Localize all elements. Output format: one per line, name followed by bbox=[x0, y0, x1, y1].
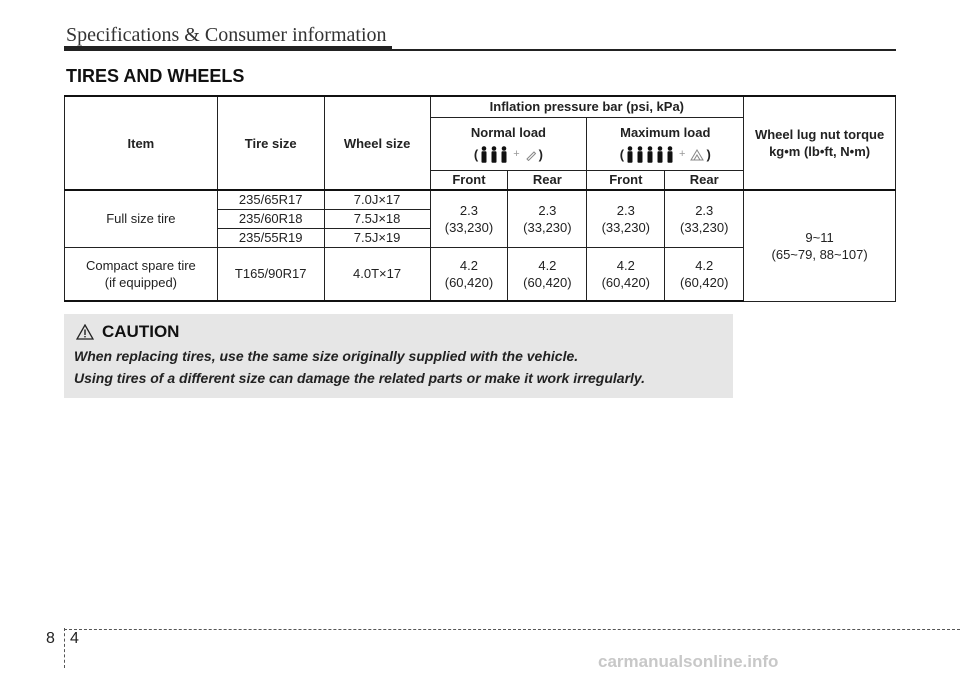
caution-text-line2: Using tires of a different size can damage the related parts or make it work irregularly. bbox=[74, 370, 646, 386]
pressure-bar: 2.3 bbox=[616, 202, 635, 218]
page-header-title: Specifications & Consumer information bbox=[66, 24, 387, 46]
person-icon bbox=[656, 146, 664, 163]
paren-close: ) bbox=[706, 147, 711, 163]
header-max-rear: Rear bbox=[665, 170, 744, 190]
page-number: 4 bbox=[70, 630, 79, 647]
compact-spare-line1: Compact spare tire bbox=[85, 257, 196, 273]
caution-heading bbox=[76, 322, 179, 342]
compact-spare-label bbox=[65, 247, 218, 301]
lug-nut-torque-value bbox=[744, 190, 896, 301]
tire-size-cell: T165/90R17 bbox=[217, 247, 324, 301]
section-title: TIRES AND WHEELS bbox=[66, 66, 245, 86]
spare-normal-rear bbox=[508, 247, 587, 301]
full-size-tire-label: Full size tire bbox=[65, 190, 218, 247]
pressure-bar: 4.2 bbox=[695, 257, 714, 273]
person-icon bbox=[500, 146, 508, 163]
tire-size-cell: 235/60R18 bbox=[217, 209, 324, 228]
caution-title: CAUTION bbox=[102, 322, 180, 341]
person-icon bbox=[636, 146, 644, 163]
pressure-psi-kpa: (60,420) bbox=[601, 274, 651, 290]
spare-normal-front bbox=[430, 247, 508, 301]
torque-kgm: 9~11 bbox=[805, 229, 834, 245]
person-icon bbox=[480, 146, 488, 163]
compact-spare-line2: (if equipped) bbox=[104, 274, 178, 290]
pressure-psi-kpa: (33,230) bbox=[601, 219, 651, 235]
paren-close: ) bbox=[538, 147, 543, 163]
header-item: Item bbox=[65, 96, 218, 190]
wheel-size-cell: 7.0J×17 bbox=[324, 190, 430, 209]
full-max-rear bbox=[665, 190, 744, 247]
pressure-bar: 4.2 bbox=[538, 257, 557, 273]
pressure-bar: 2.3 bbox=[459, 202, 478, 218]
maximum-load-label: Maximum load bbox=[620, 124, 711, 140]
header-normal-front: Front bbox=[430, 170, 508, 190]
tire-size-cell: 235/65R17 bbox=[217, 190, 324, 209]
maximum-load-icons bbox=[620, 146, 711, 163]
person-icon bbox=[626, 146, 634, 163]
header-wheel-size: Wheel size bbox=[324, 96, 430, 190]
full-normal-front bbox=[430, 190, 508, 247]
torque-header-line2: kg•m (lb•ft, N•m) bbox=[769, 144, 871, 159]
pressure-bar: 2.3 bbox=[695, 202, 714, 218]
header-inflation-pressure: Inflation pressure bar (psi, kPa) bbox=[430, 96, 744, 117]
luggage-stack-icon bbox=[690, 148, 704, 162]
pressure-bar: 4.2 bbox=[459, 257, 478, 273]
plus-sign: + bbox=[513, 148, 520, 161]
tire-spec-table bbox=[64, 95, 896, 302]
header-tire-size: Tire size bbox=[217, 96, 324, 190]
full-max-front bbox=[587, 190, 665, 247]
pressure-bar: 2.3 bbox=[538, 202, 557, 218]
wheel-size-cell: 7.5J×18 bbox=[324, 209, 430, 228]
spare-max-rear bbox=[665, 247, 744, 301]
person-icon bbox=[490, 146, 498, 163]
header-rule bbox=[392, 49, 896, 51]
caution-box bbox=[64, 314, 733, 398]
pressure-psi-kpa: (60,420) bbox=[680, 274, 729, 290]
chapter-number: 8 bbox=[46, 630, 55, 647]
footer-rule bbox=[64, 629, 960, 630]
pressure-psi-kpa: (33,230) bbox=[523, 219, 572, 235]
header-max-front: Front bbox=[587, 170, 665, 190]
full-normal-rear bbox=[508, 190, 587, 247]
wheel-size-cell: 7.5J×19 bbox=[324, 228, 430, 247]
watermark: carmanualsonline.info bbox=[598, 652, 779, 671]
pressure-psi-kpa: (60,420) bbox=[523, 274, 572, 290]
normal-load-label: Normal load bbox=[470, 124, 546, 140]
wheel-size-cell: 4.0T×17 bbox=[324, 247, 430, 301]
caution-text-line1: When replacing tires, use the same size originally supplied with the vehicle. bbox=[74, 348, 579, 364]
person-icon bbox=[646, 146, 654, 163]
person-icon bbox=[666, 146, 674, 163]
luggage-icon bbox=[525, 149, 537, 161]
header-maximum-load bbox=[587, 117, 744, 170]
plus-sign: + bbox=[679, 148, 686, 161]
pressure-psi-kpa: (33,230) bbox=[444, 219, 494, 235]
pressure-psi-kpa: (60,420) bbox=[444, 274, 494, 290]
torque-lbft-nm: (65~79, 88~107) bbox=[771, 246, 868, 262]
pressure-bar: 4.2 bbox=[616, 257, 635, 273]
normal-load-icons bbox=[474, 146, 543, 163]
pressure-psi-kpa: (33,230) bbox=[680, 219, 729, 235]
header-normal-rear: Rear bbox=[508, 170, 587, 190]
header-normal-load bbox=[430, 117, 587, 170]
header-lug-nut-torque bbox=[744, 96, 896, 190]
header-bar bbox=[64, 46, 392, 51]
torque-header-line1: Wheel lug nut torque bbox=[754, 127, 885, 142]
tire-size-cell: 235/55R19 bbox=[217, 228, 324, 247]
spare-max-front bbox=[587, 247, 665, 301]
warning-triangle-icon bbox=[76, 324, 94, 340]
paren-open: ( bbox=[473, 147, 479, 163]
paren-open: ( bbox=[619, 147, 625, 163]
footer-separator bbox=[64, 628, 65, 668]
